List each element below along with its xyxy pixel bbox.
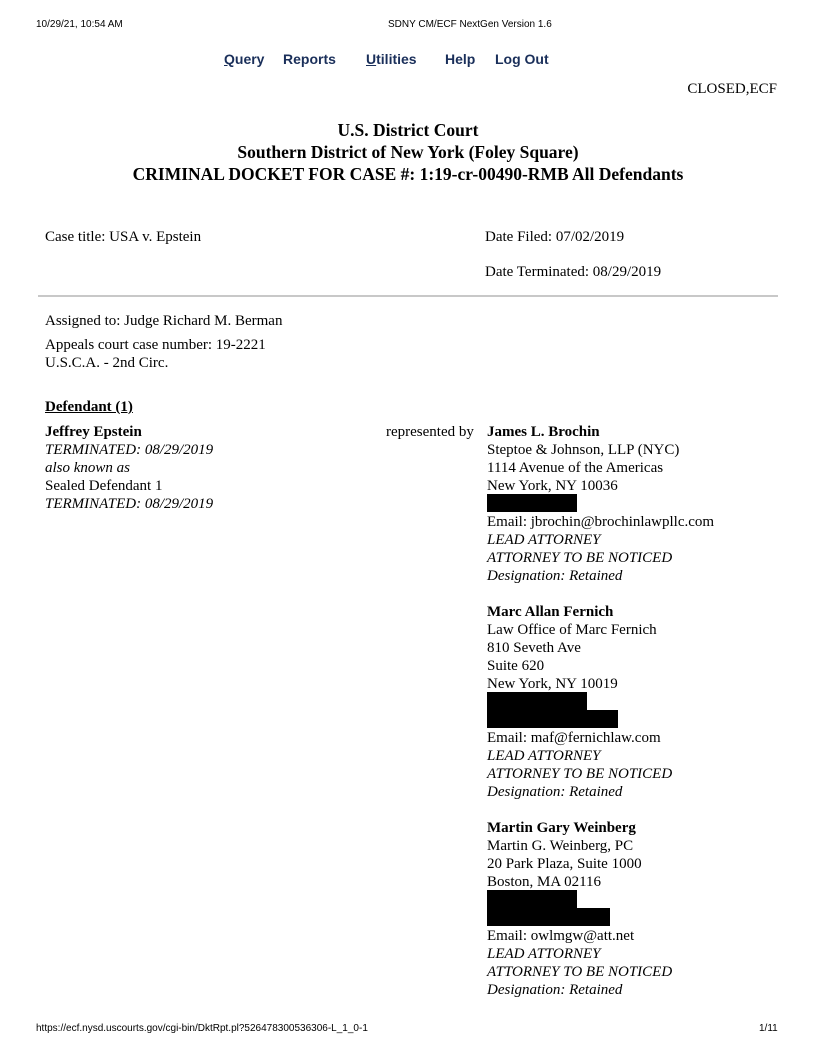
assigned-judge: Assigned to: Judge Richard M. Berman [45,313,283,329]
attorney-designation: Designation: Retained [487,568,623,584]
menu-utilities[interactable] [366,51,417,67]
redaction-box [487,494,577,512]
date-filed: Date Filed: 07/02/2019 [485,229,625,245]
court-name: U.S. District Court [337,120,479,140]
menu-query[interactable] [224,51,264,67]
date-terminated: Date Terminated: 08/29/2019 [485,264,662,280]
menu-query-rest: uery [234,51,265,67]
redaction-box [487,710,618,728]
attorney-address-line: 810 Seveth Ave [487,640,581,656]
attorney-notice: ATTORNEY TO BE NOTICED [487,964,673,980]
attorney-address-line: 1114 Avenue of the Americas [487,460,664,476]
section-divider [38,295,778,297]
defendant-heading: Defendant (1) [45,399,133,415]
attorney-address-line: New York, NY 10036 [487,478,618,494]
redaction-box [487,692,587,710]
attorney-designation: Designation: Retained [487,784,623,800]
attorney-email[interactable]: Email: maf@fernichlaw.com [487,730,661,746]
attorney-address-line: Martin G. Weinberg, PC [487,838,634,854]
print-title: SDNY CM/ECF NextGen Version 1.6 [388,19,552,30]
menu-logout[interactable]: Log Out [495,51,549,67]
court-district: Southern District of New York (Foley Square) [237,142,579,162]
attorney-email[interactable]: Email: owlmgw@att.net [487,928,635,944]
attorney-designation: Designation: Retained [487,982,623,998]
defendant-aka: also known as [45,460,131,476]
represented-by-label: represented by [386,424,474,440]
attorney-notice: ATTORNEY TO BE NOTICED [487,550,673,566]
case-flags: CLOSED,ECF [687,81,777,97]
attorney-address-line: Boston, MA 02116 [487,874,602,890]
redaction-box [487,890,577,908]
attorney-name: James L. Brochin [487,424,600,440]
appeals-court: U.S.C.A. - 2nd Circ. [45,355,169,371]
appeals-case-number: Appeals court case number: 19-2221 [45,337,266,353]
attorney-lead: LEAD ATTORNEY [487,748,601,764]
defendant-alias: Sealed Defendant 1 [45,478,163,494]
redaction-box [487,908,610,926]
attorney-lead: LEAD ATTORNEY [487,532,601,548]
page-number: 1/11 [759,1023,778,1034]
attorney-notice: ATTORNEY TO BE NOTICED [487,766,673,782]
attorney-address-line: Steptoe & Johnson, LLP (NYC) [487,442,680,458]
menu-reports[interactable]: Reports [283,51,336,67]
defendant-name: Jeffrey Epstein [45,424,142,440]
attorney-address-line: Law Office of Marc Fernich [487,622,657,638]
menu-utilities-accesskey: U [366,51,377,67]
menu-utilities-rest: tilities [376,51,417,67]
case-title: Case title: USA v. Epstein [45,229,202,245]
print-url: https://ecf.nysd.uscourts.gov/cgi-bin/DktRpt.pl?526478300536306-L_1_0-1 [36,1023,368,1034]
attorney-address-line: 20 Park Plaza, Suite 1000 [487,856,642,872]
defendant-alias-terminated: TERMINATED: 08/29/2019 [45,496,214,512]
defendant-terminated: TERMINATED: 08/29/2019 [45,442,214,458]
docket-title: CRIMINAL DOCKET FOR CASE #: 1:19-cr-00490-RMB All Defendants [132,164,684,184]
attorney-email[interactable]: Email: jbrochin@brochinlawpllc.com [487,514,715,530]
menu-query-accesskey: Q [224,51,235,67]
print-date: 10/29/21, 10:54 AM [36,19,123,30]
attorney-lead: LEAD ATTORNEY [487,946,601,962]
attorney-address-line: New York, NY 10019 [487,676,618,692]
attorney-address-line: Suite 620 [487,658,545,674]
attorney-name: Martin Gary Weinberg [487,820,636,836]
menu-help[interactable]: Help [445,51,476,67]
attorney-name: Marc Allan Fernich [487,604,614,620]
